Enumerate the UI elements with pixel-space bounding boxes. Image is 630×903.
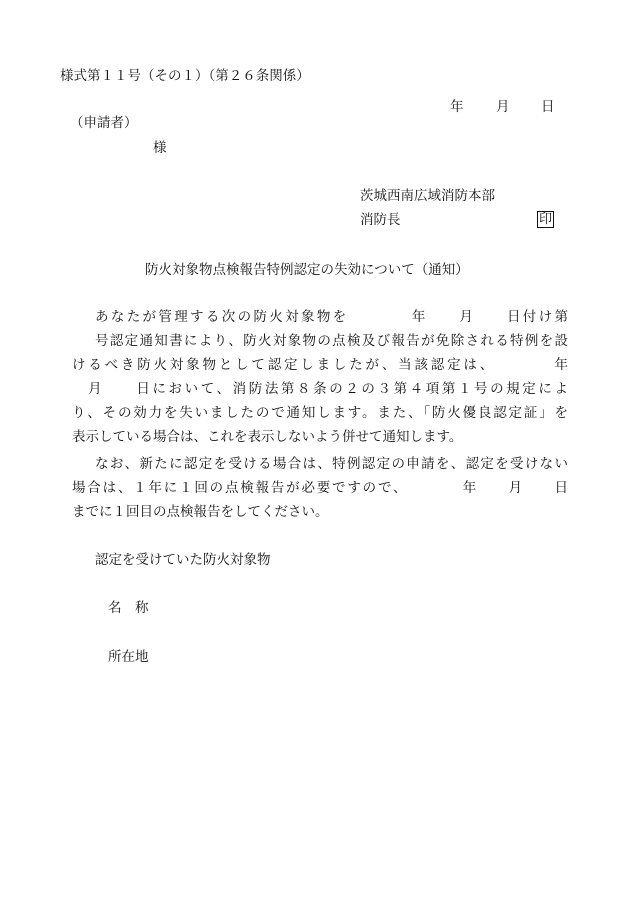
body-line-8: 場合は、１年に１回の点検報告が必要ですので、 年 月 日 <box>72 480 568 496</box>
body-line-2: 号認定通知書により、防火対象物の点検及び報告が免除される特例を設 <box>95 333 568 349</box>
body-line-5: り、その効力を失いましたので通知します。また、「防火優良認定証」を <box>72 405 568 421</box>
body-line-1: あなたが管理する次の防火対象物を 年 月 日付け第 <box>95 309 568 325</box>
date-month-label: 月 <box>496 99 510 115</box>
applicant-label: （申請者） <box>70 115 138 131</box>
date-day-label: 日 <box>541 99 555 115</box>
body-line-4: 月 日において、消防法第８条の２の３第４項第１号の規定によ <box>72 381 568 397</box>
document-title: 防火対象物点検報告特例認定の失効について（通知） <box>145 262 469 278</box>
form-number: 様式第１１号（その１）（第２６条関係） <box>60 68 310 84</box>
date-header <box>0 95 630 115</box>
honorific: 様 <box>153 140 167 156</box>
seal-mark: 印 <box>539 212 553 227</box>
date-year-label: 年 <box>450 99 464 115</box>
body-line-7: なお、新たに認定を受ける場合は、特例認定の申請を、認定を受けない <box>95 456 568 472</box>
issuer-organization: 茨城西南広域消防本部 <box>360 188 495 204</box>
target-heading: 認定を受けていた防火対象物 <box>95 552 271 568</box>
target-name-label: 名 称 <box>108 600 149 616</box>
body-line-6: 表示している場合は、これを表示しないよう併せて通知します。 <box>72 429 463 445</box>
issuer-title: 消防長 <box>360 212 401 228</box>
body-line-9: までに１回目の点検報告をしてください。 <box>72 504 329 520</box>
target-address-label: 所在地 <box>108 649 149 665</box>
body-line-3: けるべき防火対象物として認定しましたが、当該認定は、 年 <box>72 357 568 373</box>
